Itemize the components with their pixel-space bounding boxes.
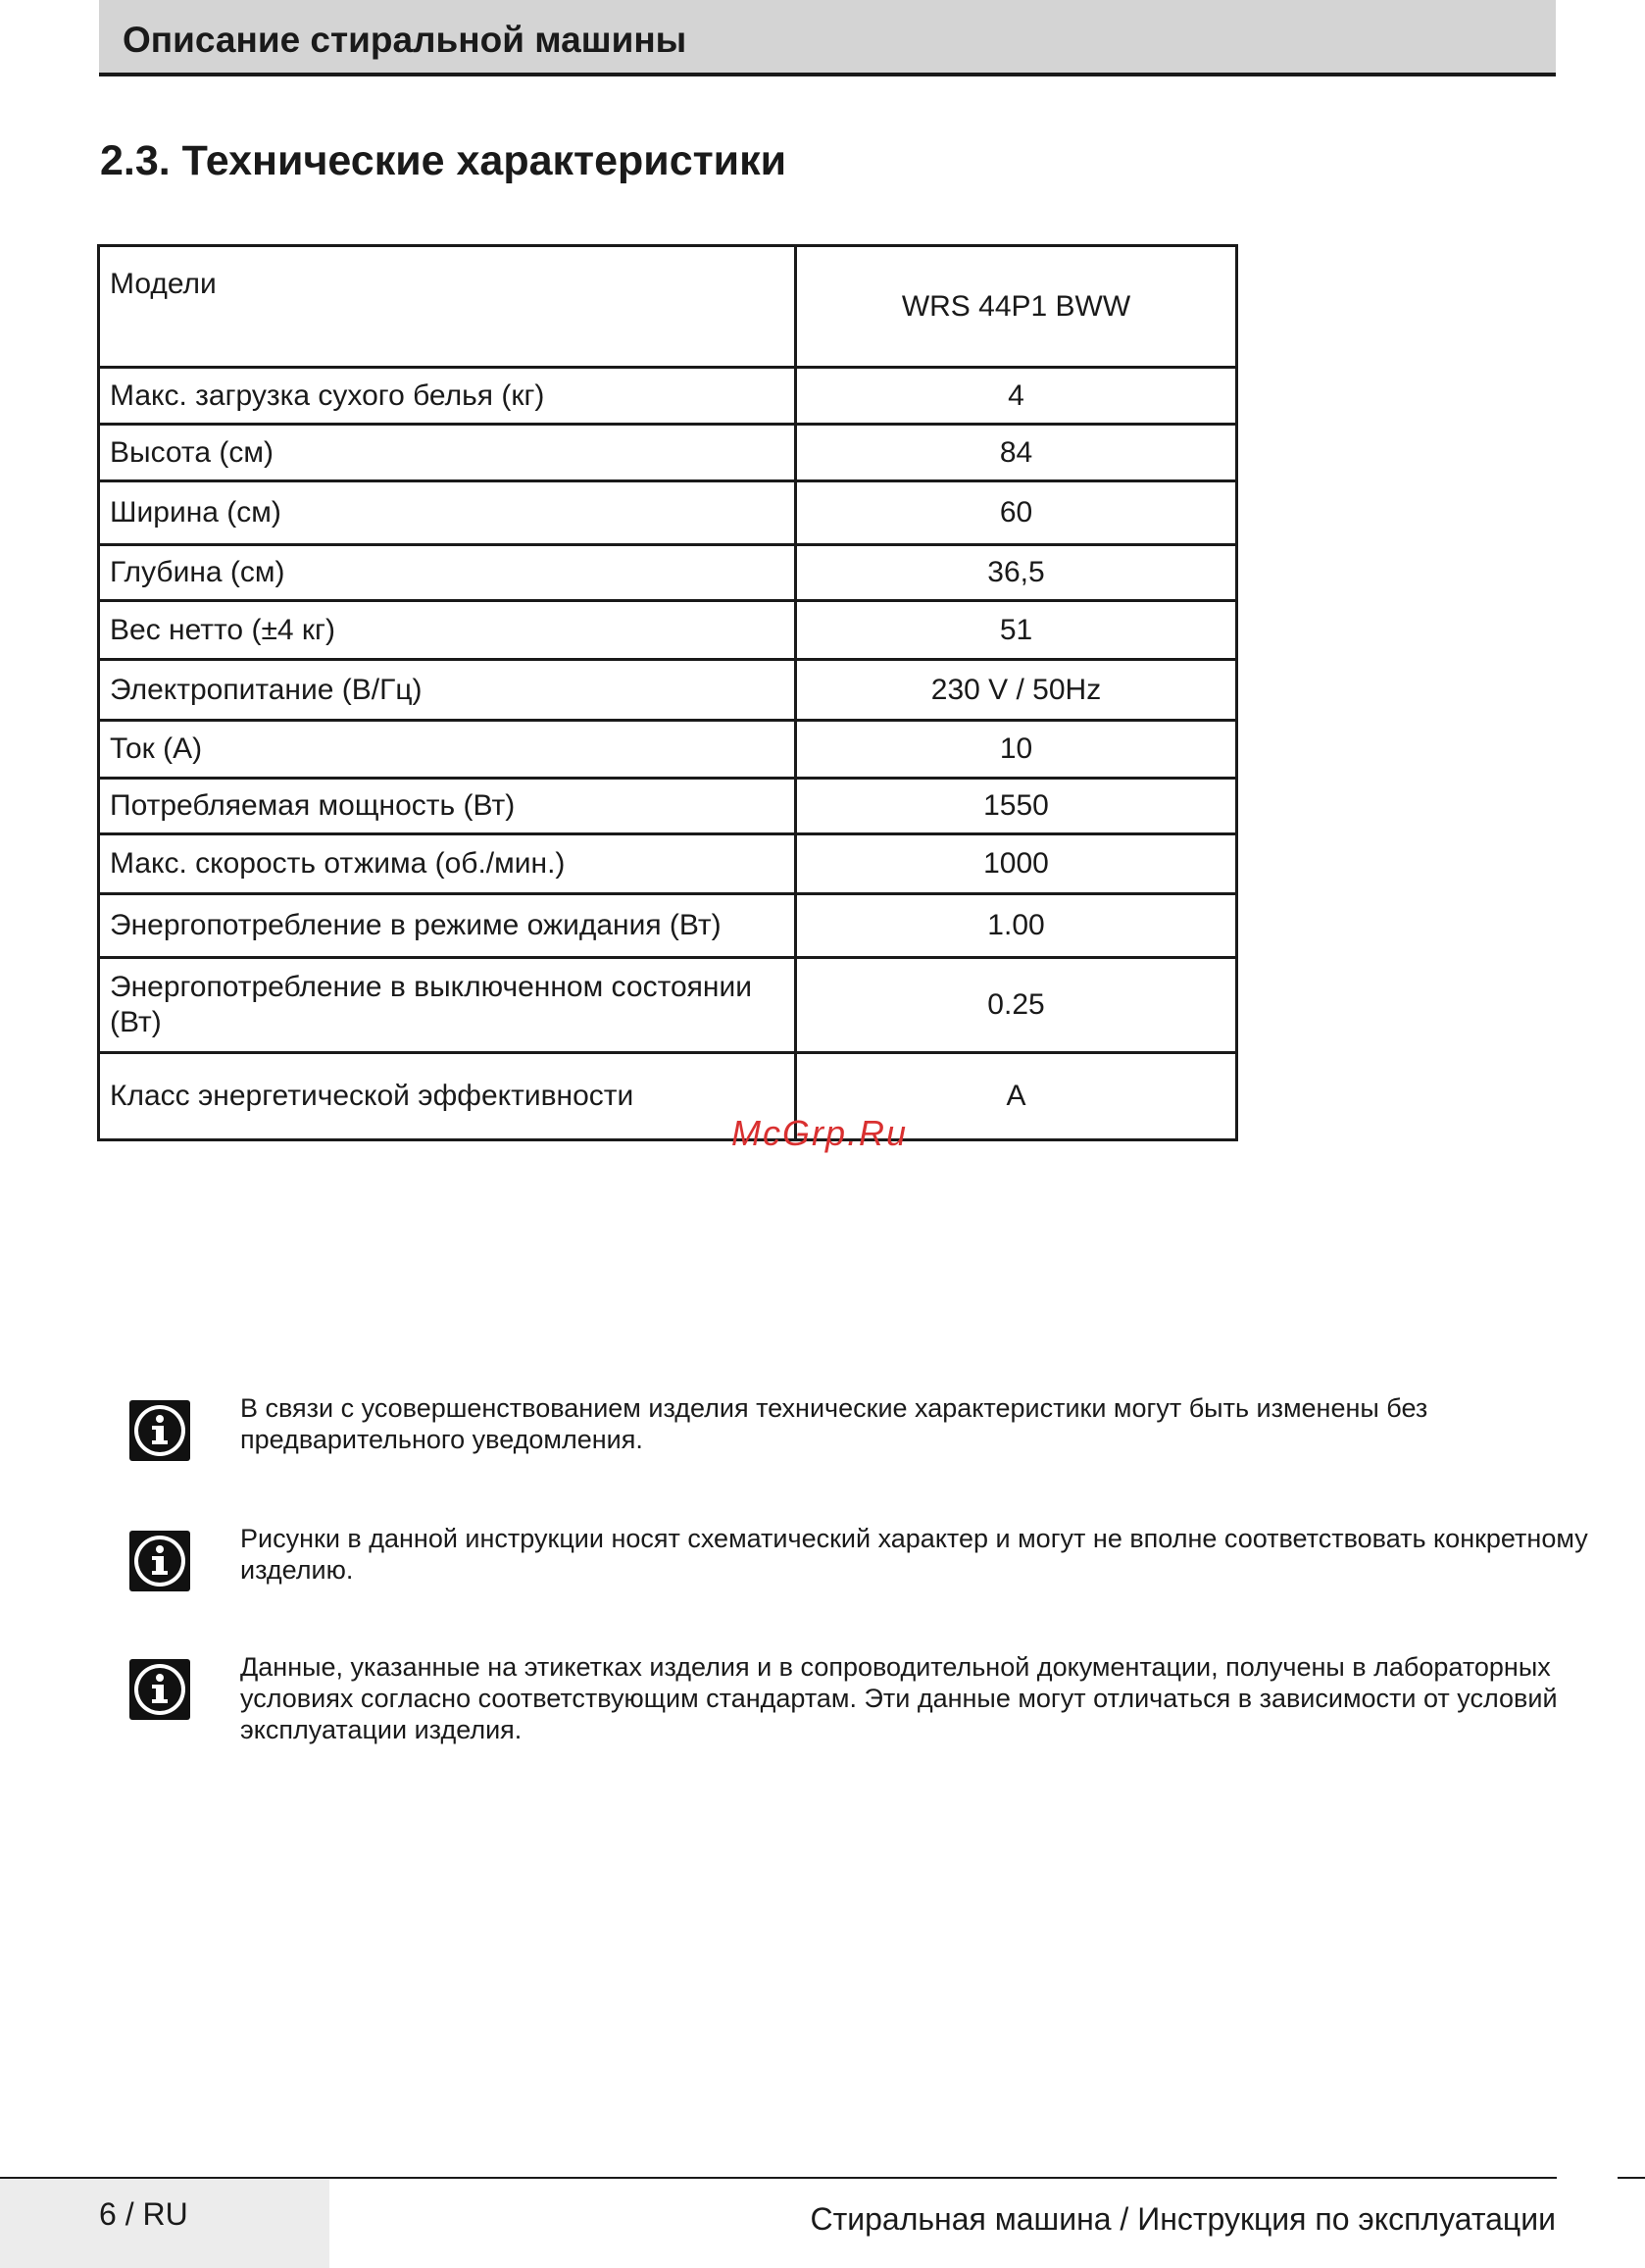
note-text: Данные, указанные на этикетках изделия и в сопроводительной документации, получены в лабораторных условиях согласно соответствующим стандартам. Эти данные могут отличаться в зависимости от условий эксплуатации изделия. <box>240 1652 1558 1744</box>
section-title: 2.3. Технические характеристики <box>100 137 787 184</box>
table-row <box>99 958 1237 1053</box>
row-value: 0.25 <box>796 958 1237 1053</box>
info-icon <box>129 1400 190 1461</box>
row-label: Высота (см) <box>99 425 796 481</box>
row-value: 4 <box>796 368 1237 425</box>
row-value: 10 <box>796 721 1237 779</box>
table-row <box>99 779 1237 834</box>
table-row <box>99 1053 1237 1140</box>
row-label: Энергопотребление в выключенном состоянии (Вт) <box>99 958 796 1053</box>
row-value: 51 <box>796 601 1237 660</box>
info-icon <box>129 1531 190 1591</box>
row-value: A <box>796 1053 1237 1140</box>
table-row <box>99 545 1237 601</box>
models-label: Модели <box>99 246 796 368</box>
page-header <box>99 0 1556 76</box>
row-label: Энергопотребление в режиме ожидания (Вт) <box>99 894 796 958</box>
row-label: Электропитание (В/Гц) <box>99 660 796 721</box>
table-row <box>99 894 1237 958</box>
row-label: Макс. загрузка сухого белья (кг) <box>99 368 796 425</box>
row-label: Глубина (см) <box>99 545 796 601</box>
row-value: 1000 <box>796 834 1237 894</box>
document-title: Стиральная машина / Инструкция по эксплуатации <box>810 2201 1556 2237</box>
row-label: Ток (А) <box>99 721 796 779</box>
page-number: 6 / RU <box>99 2196 188 2232</box>
note-text: Рисунки в данной инструкции носят схематический характер и могут не вполне соответствовать конкретному изделию. <box>240 1524 1588 1585</box>
table-row <box>99 368 1237 425</box>
footer-divider-right <box>1618 2177 1645 2179</box>
model-name: WRS 44P1 BWW <box>796 246 1237 368</box>
table-header-row <box>99 246 1237 368</box>
row-label: Макс. скорость отжима (об./мин.) <box>99 834 796 894</box>
row-value: 84 <box>796 425 1237 481</box>
watermark: McGrp.Ru <box>731 1113 909 1153</box>
row-label: Вес нетто (±4 кг) <box>99 601 796 660</box>
table-row <box>99 660 1237 721</box>
table-row <box>99 721 1237 779</box>
note-text: В связи с усовершенствованием изделия технические характеристики могут быть изменены без предварительного уведомления. <box>240 1393 1428 1454</box>
row-label: Класс энергетической эффективности <box>99 1053 796 1140</box>
table-row <box>99 425 1237 481</box>
row-value: 230 V / 50Hz <box>796 660 1237 721</box>
info-icon <box>129 1659 190 1720</box>
header-title: Описание стиральной машины <box>123 20 687 60</box>
row-value: 36,5 <box>796 545 1237 601</box>
row-value: 1550 <box>796 779 1237 834</box>
row-value: 60 <box>796 481 1237 545</box>
spec-table <box>97 244 1238 1141</box>
table-row <box>99 834 1237 894</box>
row-value: 1.00 <box>796 894 1237 958</box>
row-label: Потребляемая мощность (Вт) <box>99 779 796 834</box>
table-row <box>99 601 1237 660</box>
row-label: Ширина (см) <box>99 481 796 545</box>
table-row <box>99 481 1237 545</box>
